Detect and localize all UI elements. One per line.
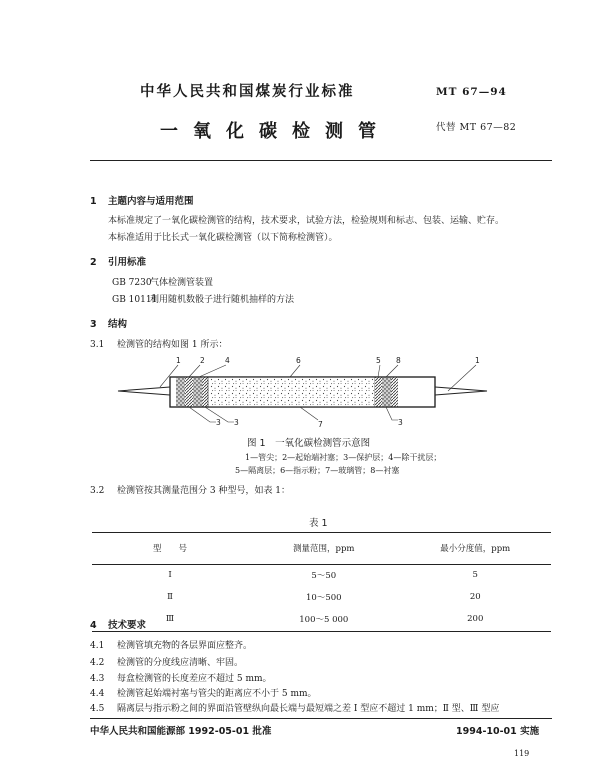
clause-number: 3.2 bbox=[90, 486, 105, 496]
callout-label: 8 bbox=[396, 356, 401, 365]
page-number: 119 bbox=[514, 749, 530, 758]
table-header-row bbox=[92, 532, 551, 564]
clause-4-1 bbox=[90, 638, 252, 651]
clause-4-3 bbox=[90, 671, 272, 684]
table-cell: 100～5 000 bbox=[299, 615, 349, 625]
section-2-number: 2 bbox=[90, 257, 97, 268]
measurement-range-table bbox=[92, 532, 551, 630]
reference-code: GB 7230 bbox=[112, 278, 152, 288]
protective-layer bbox=[185, 377, 193, 407]
callout-label: 1 bbox=[176, 356, 181, 365]
table-cell: Ⅲ bbox=[165, 614, 175, 624]
clause-text: 检测管起始端衬塞与管尖的距离应不小于 5 mm。 bbox=[117, 689, 317, 699]
table-cell: Ⅱ bbox=[167, 592, 173, 602]
section-4-number: 4 bbox=[90, 620, 97, 631]
indicator-powder bbox=[208, 377, 375, 407]
callout-label: 7 bbox=[318, 420, 323, 429]
clause-text: 检测管的分度线应清晰、牢固。 bbox=[117, 658, 244, 668]
clause-4-5 bbox=[90, 701, 499, 714]
clause-text: 检测管按其测量范围分 3 种型号，如表 1： bbox=[117, 486, 291, 496]
section-1-number: 1 bbox=[90, 196, 97, 207]
separation-layer bbox=[202, 377, 208, 407]
section-1-paragraph-2: 本标准适用于比长式一氧化碳检测管（以下简称检测管）。 bbox=[108, 233, 338, 243]
figure-legend-line-1: 1—管尖；2—起始端衬塞；3—保护层；4—除干扰层； bbox=[245, 453, 442, 462]
clause-number: 3.1 bbox=[90, 340, 105, 350]
callout-label: 6 bbox=[296, 356, 301, 365]
table-cell: 20 bbox=[469, 592, 481, 602]
page-title: 一氧化碳检测管 bbox=[160, 121, 391, 142]
clause-text: 隔离层与指示粉之间的界面沿管壁纵向最长端与最短端之差 Ⅰ 型应不超过 1 mm；Ⅱ 型、Ⅲ 型应 bbox=[117, 704, 500, 714]
table-bottom-rule bbox=[92, 631, 551, 632]
table-caption: 表 1 bbox=[309, 518, 328, 529]
table-row bbox=[92, 586, 551, 608]
replaces-standard: 代替 MT 67—82 bbox=[436, 122, 517, 133]
table-cell: 200 bbox=[467, 614, 484, 624]
clause-4-2 bbox=[90, 655, 243, 668]
protective-layer bbox=[382, 377, 391, 407]
figure-caption: 图 1 一氧化碳检测管示意图 bbox=[247, 438, 371, 449]
table-row bbox=[92, 608, 551, 630]
callout-label: 1 bbox=[475, 356, 480, 365]
reference-title: 利用随机数骰子进行随机抽样的方法 bbox=[150, 295, 295, 305]
section-4-heading bbox=[90, 617, 146, 631]
section-4-title: 技术要求 bbox=[108, 620, 147, 631]
column-header-model: 型 号 bbox=[92, 532, 248, 564]
figure-legend-line-2: 5—隔离层；6—指示粉；7—玻璃管；8—衬塞 bbox=[235, 466, 400, 475]
end-plug bbox=[391, 377, 398, 407]
section-2-title: 引用标准 bbox=[108, 257, 147, 268]
standard-category: 中华人民共和国煤炭行业标准 bbox=[140, 84, 355, 100]
separation-layer bbox=[375, 377, 382, 407]
clause-4-4 bbox=[90, 686, 317, 699]
callout-label: 2 bbox=[200, 356, 205, 365]
clause-number: 4.4 bbox=[90, 689, 105, 699]
table-cell: 10～500 bbox=[306, 593, 342, 603]
effective-date: 1994-10-01 实施 bbox=[456, 726, 540, 737]
reference-code: GB 10111 bbox=[112, 295, 158, 305]
standard-code: MT 67—94 bbox=[436, 86, 507, 98]
clause-number: 4.5 bbox=[90, 704, 105, 714]
clause-3-2 bbox=[90, 483, 290, 496]
section-1-title: 主题内容与适用范围 bbox=[108, 196, 194, 207]
approval-info: 中华人民共和国能源部 1992-05-01 批准 bbox=[90, 726, 272, 737]
clause-number: 4.2 bbox=[90, 658, 105, 668]
footer-rule bbox=[90, 718, 552, 719]
callout-label: 3 bbox=[234, 418, 239, 427]
table-cell: 5 bbox=[472, 570, 478, 581]
section-3-title: 结构 bbox=[108, 319, 128, 330]
reference-title: 气体检测管装置 bbox=[150, 278, 214, 288]
section-3-number: 3 bbox=[90, 319, 97, 330]
callout-label: 3 bbox=[398, 418, 403, 427]
clause-number: 4.3 bbox=[90, 674, 105, 684]
callout-label: 4 bbox=[225, 356, 230, 365]
interference-removal-layer bbox=[193, 377, 202, 407]
column-header-min-division: 最小分度值，ppm bbox=[400, 532, 551, 564]
column-header-range: 测量范围，ppm bbox=[248, 532, 399, 564]
callout-label: 5 bbox=[376, 356, 381, 365]
clause-text: 检测管填充物的各层界面应整齐。 bbox=[117, 641, 253, 651]
clause-text: 检测管的结构如图 1 所示： bbox=[117, 340, 228, 350]
callout-label: 3 bbox=[216, 418, 221, 427]
section-1-paragraph-1: 本标准规定了一氧化碳检测管的结构，技术要求，试验方法，检验规则和标志、包装、运输、贮存。 bbox=[108, 216, 505, 226]
start-plug bbox=[176, 377, 185, 407]
table-cell: Ⅰ bbox=[168, 570, 172, 581]
table-cell: 5～50 bbox=[311, 571, 337, 582]
table-row bbox=[92, 564, 551, 586]
clause-number: 4.1 bbox=[90, 641, 105, 651]
clause-text: 每盒检测管的长度差应不超过 5 mm。 bbox=[117, 674, 272, 684]
